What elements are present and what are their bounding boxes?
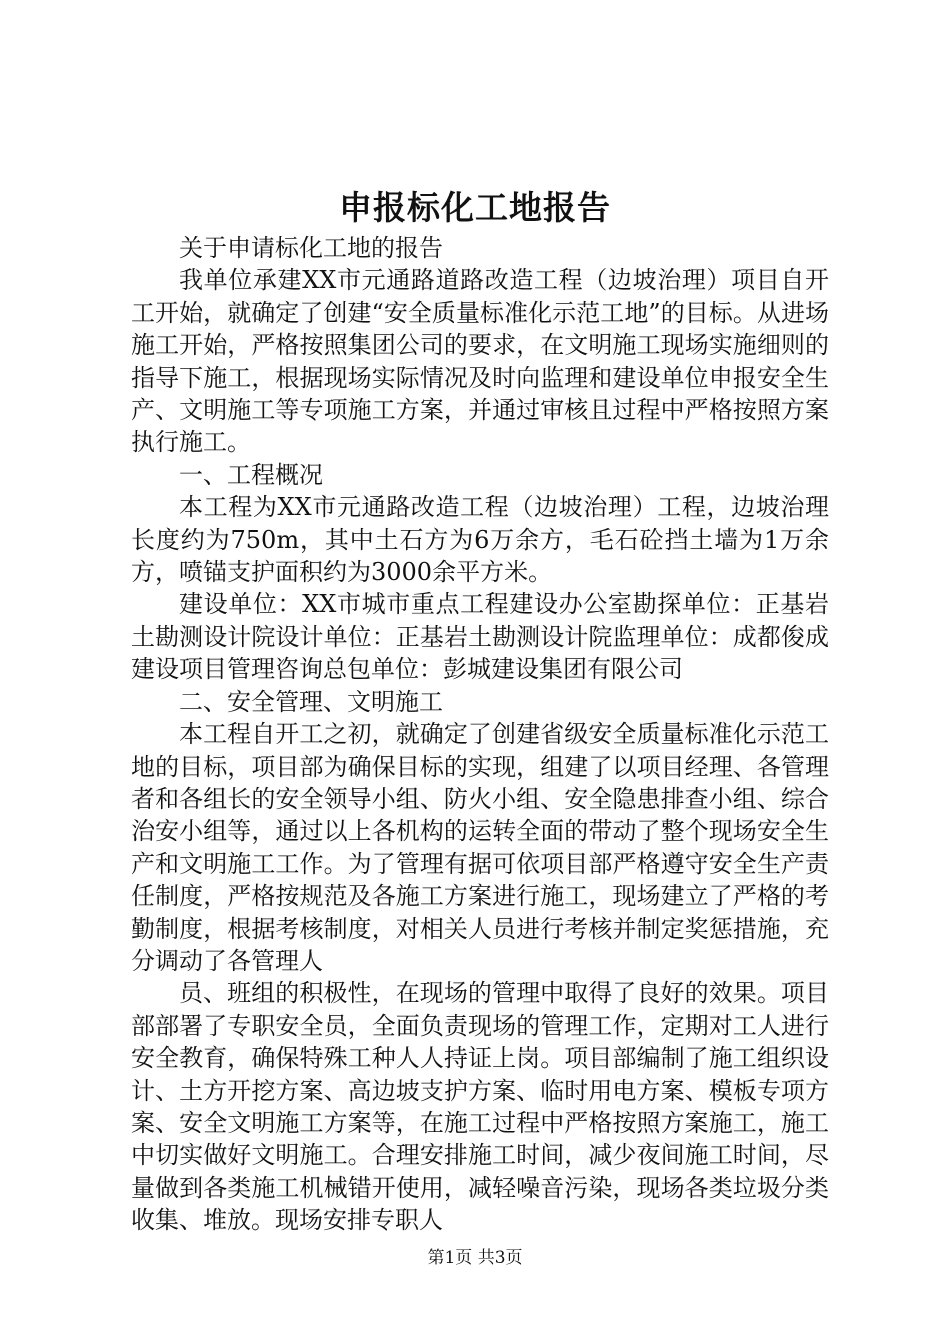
paragraph-intro: 我单位承建XX市元通路道路改造工程（边坡治理）项目自开工开始，就确定了创建“安全质量标准化示范工地”的目标。从进场施工开始，严格按照集团公司的要求，在文明施工现场实施细则的指导下施工，根据现场实际情况及时向监理和建设单位申报安全生产、文明施工等专项施工方案，并通过审核且过程中严格按照方案执行施工。	[131, 266, 829, 457]
paragraph-safety: 本工程自开工之初，就确定了创建省级安全质量标准化示范工地的目标，项目部为确保目标的实现，组建了以项目经理、各管理者和各组长的安全领导小组、防火小组、安全隐患排查小组、综合治安小组等，通过以上各机构的运转全面的带动了整个现场安全生产和文明施工工作。为了管理有据可依项目部严格遵守安全生产责任制度，严格按规范及各施工方案进行施工，现场建立了严格的考勤制度，根据考核制度，对相关人员进行考核并制定奖惩措施，充分调动了各管理人	[131, 720, 829, 975]
section-heading-overview: 一、工程概况	[179, 460, 323, 489]
paragraph-overview: 本工程为XX市元通路改造工程（边坡治理）工程，边坡治理长度约为750m，其中土石方为6万余方，毛石砼挡土墙为1万余方，喷锚支护面积约为3000余平方米。	[131, 493, 829, 587]
document-body	[131, 232, 829, 1237]
paragraph-safety-continued: 员、班组的积极性，在现场的管理中取得了良好的效果。项目部部署了专职安全员，全面负责现场的管理工作，定期对工人进行安全教育，确保特殊工种人人持证上岗。项目部编制了施工组织设计、土方开挖方案、高边坡支护方案、临时用电方案、模板专项方案、安全文明施工方案等，在施工过程中严格按照方案施工，施工中切实做好文明施工。合理安排施工时间，减少夜间施工时间，尽量做到各类施工机械错开使用，减轻噪音污染，现场各类垃圾分类收集、堆放。现场安排专职人	[131, 979, 829, 1235]
section-heading-safety: 二、安全管理、文明施工	[179, 687, 443, 716]
paragraph-units: 建设单位：XX市城市重点工程建设办公室勘探单位：正基岩土勘测设计院设计单位：正基岩土勘测设计院监理单位：成都俊成建设项目管理咨询总包单位：彭城建设集团有限公司	[131, 590, 829, 684]
document-title: 申报标化工地报告	[339, 188, 611, 227]
paragraph-heading: 关于申请标化工地的报告	[179, 234, 443, 262]
page-number: 第1页 共3页	[427, 1248, 523, 1268]
